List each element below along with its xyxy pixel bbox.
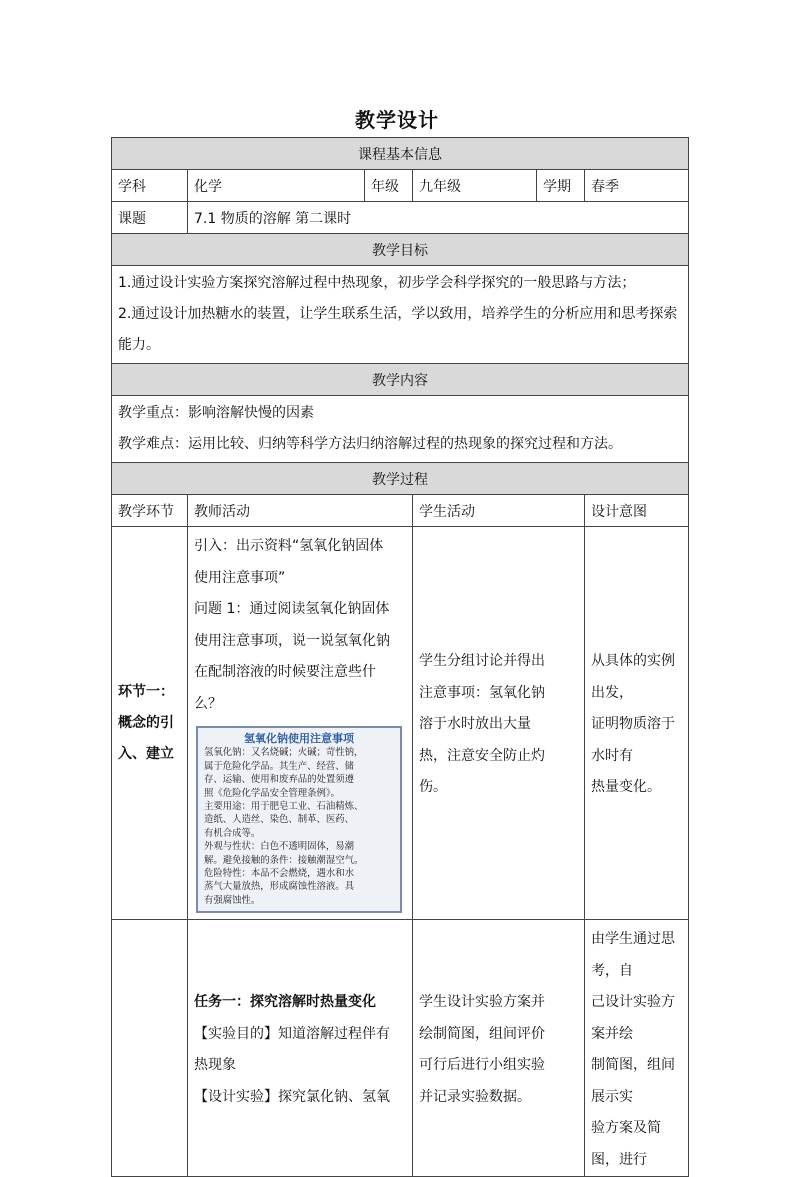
note-title: 氢氧化钠使用注意事项 [244,732,354,745]
student-line: 注意事项：氢氧化钠 [419,684,545,701]
note-line: 照《危险化学品安全管理条例》。 [204,787,340,799]
note-line: 外观与性状：白色不透明固体，易潮 [204,841,355,853]
grade-label: 年级 [365,170,413,202]
note-line: 蒸气大量放热，形成腐蚀性溶液。具 [204,881,355,893]
student-line: 并记录实验数据。 [419,1088,531,1105]
note-line: 有强腐蚀性。 [204,894,261,906]
note-line: 危险特性：本品不会燃烧，遇水和水 [204,868,355,880]
teacher-line: 问题 1：通过阅读氢氧化钠固体 [194,601,390,617]
note-line: 氢氧化钠：又名烧碱；火碱；苛性钠， [204,747,364,759]
lesson-label: 课题 [112,202,188,234]
teacher-line: 使用注意事项” [194,569,286,586]
design-intent-cell [585,920,689,1177]
student-line: 学生设计实验方案并 [419,994,545,1011]
task-title: 任务一：探究溶解时热量变化 [194,994,376,1011]
page-title: 教学设计 [355,108,439,132]
stage-cell-empty [112,920,188,1177]
section-header-goals: 教学目标 [112,234,689,266]
goal-line: 2.通过设计加热糖水的装置，让学生联系生活，学以致用，培养学生的分析应用和思考探索 [118,306,678,322]
note-line: 解。避免接触的条件：接触潮湿空气。 [204,854,364,866]
teacher-line: 热现象 [194,1057,236,1074]
teacher-activity-cell [188,920,413,1177]
intent-line: 验方案及简图，进行 [591,1120,661,1168]
stage-label: 环节一：概念的引入、建立 [118,683,174,762]
teacher-activity-cell [188,527,413,920]
design-intent-cell [585,527,689,920]
content-cell [112,396,689,463]
goals-cell [112,266,689,364]
student-line: 溶于水时放出大量 [419,716,531,733]
intent-line: 制简图，组间展示实 [591,1057,675,1105]
teacher-line: 【设计实验】探究氯化钠、氢氧 [194,1088,390,1105]
section-header-content: 教学内容 [112,364,689,396]
teacher-line: 使用注意事项，说一说氢氧化钠 [194,632,390,649]
difficulty-point: 教学难点：运用比较、归纳等科学方法归纳溶解过程的热现象的探究过程和方法。 [118,436,622,452]
subject-label: 学科 [112,170,188,202]
note-line: 存、运输、使用和废弃品的处置须遵 [204,774,355,786]
subject-value: 化学 [188,170,365,202]
section-header-process: 教学过程 [112,463,689,495]
note-line: 造纸、人造丝、染色、制革、医药、 [204,814,355,826]
col-header-stage: 教学环节 [112,495,188,527]
teacher-line: 【实验目的】知道溶解过程伴有 [194,1025,390,1042]
teacher-line: 么？ [194,695,222,712]
note-line: 属于危险化学品。其生产、经营、储 [204,760,355,772]
student-activity-cell [413,527,585,920]
note-line: 主要用途：用于肥皂工业、石油精炼、 [204,801,364,813]
sodium-hydroxide-note-image [196,726,402,913]
note-line: 有机合成等。 [204,827,261,839]
student-line: 伤。 [419,779,447,796]
teacher-line: 引入：出示资料“氢氧化钠固体 [194,538,384,554]
intent-line: 从具体的实例出发， [591,653,675,701]
intent-line: 热量变化。 [591,779,661,796]
lesson-plan-table [111,137,689,1177]
term-value: 春季 [585,170,689,202]
lesson-value: 7.1 物质的溶解 第二课时 [188,202,689,234]
col-header-student: 学生活动 [413,495,585,527]
term-label: 学期 [537,170,585,202]
col-header-intent: 设计意图 [585,495,689,527]
teacher-line: 在配制溶液的时候要注意些什 [194,664,376,680]
student-line: 热，注意安全防止灼 [419,747,545,764]
grade-value: 九年级 [413,170,537,202]
section-header-basic-info: 课程基本信息 [112,138,689,170]
intent-line: 由学生通过思考，自 [591,931,675,979]
intent-line: 证明物质溶于水时有 [591,716,675,764]
student-activity-cell [413,920,585,1177]
goal-line: 1.通过设计实验方案探究溶解过程中热现象，初步学会科学探究的一般思路与方法； [118,275,636,291]
student-line: 学生分组讨论并得出 [419,653,545,670]
intent-line: 己设计实验方案并绘 [591,994,675,1042]
key-point: 教学重点：影响溶解快慢的因素 [118,405,314,421]
stage-cell [112,527,188,920]
student-line: 绘制简图，组间评价 [419,1025,545,1042]
goal-line: 能力。 [118,337,160,353]
col-header-teacher: 教师活动 [188,495,413,527]
student-line: 可行后进行小组实验 [419,1057,545,1074]
